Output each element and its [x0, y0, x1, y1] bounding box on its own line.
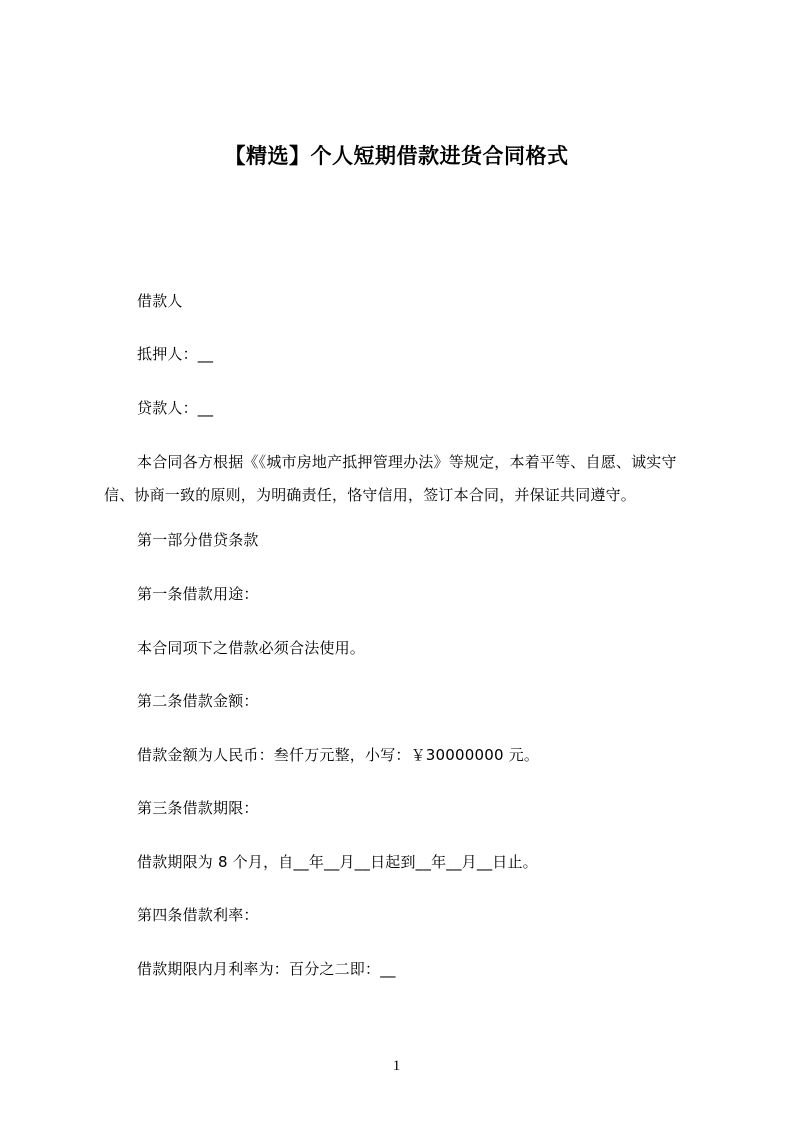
- paragraph-lender: 贷款人：__: [137, 399, 214, 417]
- paragraph-preamble: 本合同各方根据《《城市房地产抵押管理办法》等规定，本着平等、自愿、诚实守信、协商一致的原则，为明确责任，恪守信用，签订本合同，并保证共同遵守。: [104, 453, 677, 504]
- article-heading-purpose: 第一条借款用途：: [137, 585, 259, 603]
- page-number: 1: [392, 1058, 401, 1074]
- paragraph-mortgagor: 抵押人：__: [137, 345, 214, 363]
- article-heading-interest: 第四条借款利率：: [137, 906, 259, 924]
- paragraph-amount: 借款金额为人民币：叁仟万元整，小写：￥30000000 元。: [137, 746, 540, 764]
- paragraph-purpose: 本合同项下之借款必须合法使用。: [137, 639, 366, 657]
- article-heading-amount: 第二条借款金额：: [137, 692, 259, 710]
- article-heading-term: 第三条借款期限：: [137, 799, 259, 817]
- section-heading-loan-terms: 第一部分借贷条款: [137, 531, 259, 549]
- document-title: 【精选】个人短期借款进货合同格式: [224, 144, 569, 168]
- paragraph-interest: 借款期限内月利率为：百分之二即：__: [137, 960, 396, 978]
- paragraph-borrower: 借款人: [137, 292, 183, 310]
- paragraph-term: 借款期限为 8 个月，自__年__月__日起到__年__月__日止。: [137, 853, 538, 871]
